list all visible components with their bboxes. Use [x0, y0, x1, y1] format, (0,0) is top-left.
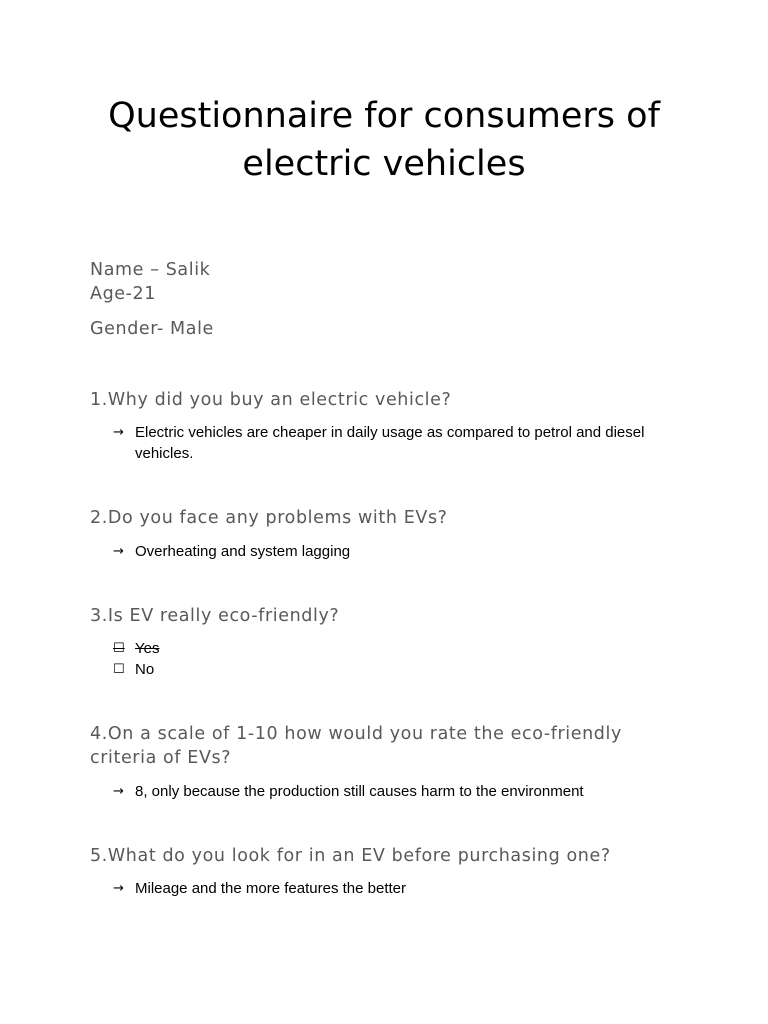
checkbox-icon[interactable]: ☐	[113, 662, 125, 677]
arrow-icon: →	[113, 881, 124, 896]
arrow-icon: →	[113, 544, 124, 559]
option-label: Yes	[135, 640, 160, 657]
answer-text: Electric vehicles are cheaper in daily usage as compared to petrol and diesel vehicles.	[135, 424, 645, 462]
document-title: Questionnaire for consumers of electric vehicles	[108, 96, 660, 184]
respondent-age: Age-21	[90, 284, 157, 304]
answer-text: Mileage and the more features the better	[135, 880, 406, 897]
arrow-icon: →	[113, 425, 124, 440]
question-3: 3.Is EV really eco-friendly?	[90, 606, 340, 626]
answer-2	[113, 541, 693, 562]
option-yes[interactable]	[113, 638, 159, 659]
question-5: 5.What do you look for in an EV before purchasing one?	[90, 846, 611, 866]
question-1: 1.Why did you buy an electric vehicle?	[90, 390, 452, 410]
answer-text: 8, only because the production still causes harm to the environment	[135, 783, 584, 800]
arrow-icon: →	[113, 784, 124, 799]
respondent-name: Name – Salik	[90, 260, 211, 280]
answer-4	[113, 781, 693, 802]
respondent-gender: Gender- Male	[90, 319, 214, 339]
option-label: No	[135, 661, 155, 678]
checkbox-icon[interactable]: ☐	[113, 641, 125, 656]
question-4: 4.On a scale of 1-10 how would you rate the eco-friendly criteria of EVs?	[90, 724, 622, 768]
answer-5	[113, 878, 693, 899]
answer-text: Overheating and system lagging	[135, 543, 351, 560]
answer-1	[113, 422, 693, 464]
question-2: 2.Do you face any problems with EVs?	[90, 508, 448, 528]
option-no[interactable]	[113, 659, 154, 680]
